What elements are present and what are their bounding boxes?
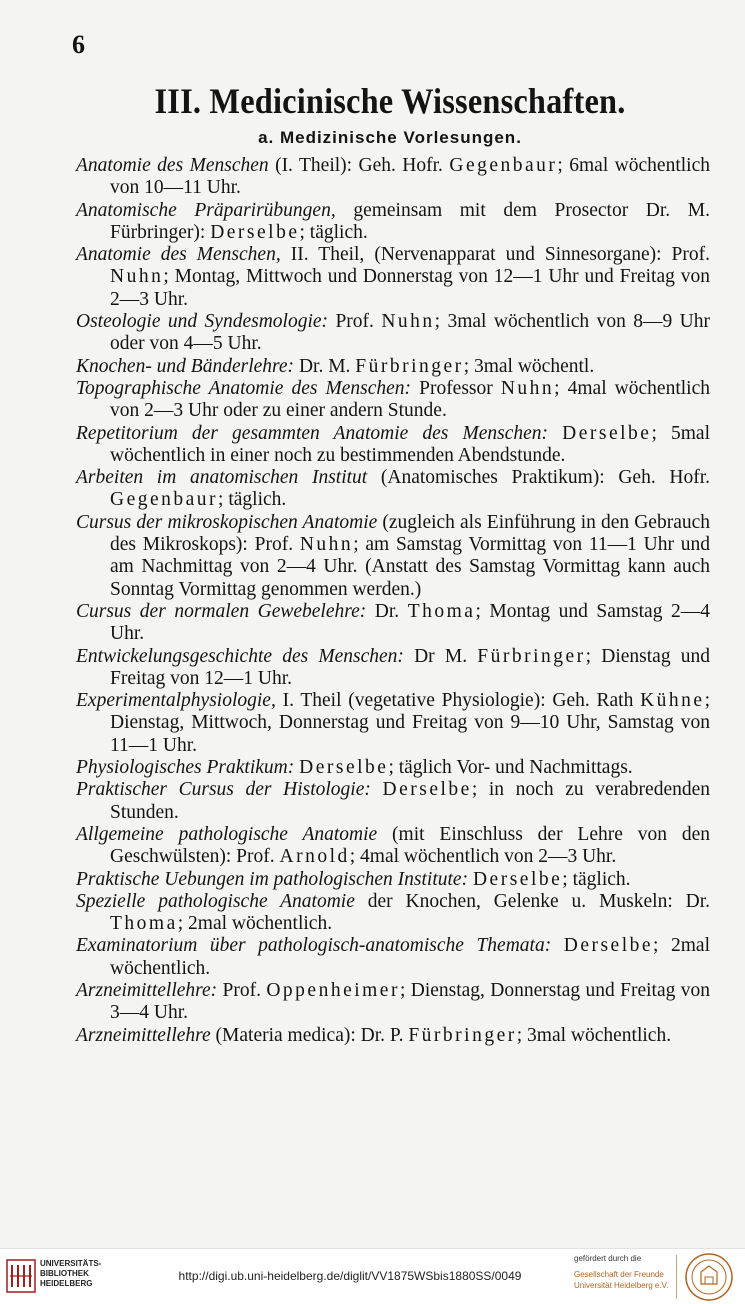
lecturer-name: Nuhn (381, 311, 435, 333)
lecture-details: ; 2mal wöchentlich. (177, 913, 333, 935)
lecturer-name: Fürbringer (477, 645, 586, 667)
library-line-1: UNIVERSITÄTS- (40, 1259, 102, 1268)
lecture-title: Anatomie des Menschen (76, 155, 269, 176)
lecture-details: (zugleich als Einführung in den Gebrauch des Mikroskops): Prof. (110, 511, 711, 556)
funder-name (574, 1269, 668, 1291)
lecture-details: ; am Samstag Vormittag von 11—1 Uhr und am Nachmittag von 2—4 Uhr. (Anstatt des Samstag Vormittag kann auch Sonntag Vormittag genommen werden.) (110, 534, 710, 600)
lecture-details: ; täglich Vor- und Nachmittags. (388, 757, 633, 779)
lecture-details: (I. Theil): Geh. Hofr. (268, 155, 450, 176)
lecture-entry (76, 356, 710, 378)
lecture-details (548, 423, 562, 444)
lecturer-name: Derselbe (382, 779, 472, 801)
library-line-2: BIBLIOTHEK (40, 1269, 89, 1278)
lecture-details: Prof. (217, 979, 267, 1001)
lecture-details: II. Theil, (Nervenapparat und Sinnesorgane): Prof. (280, 244, 711, 266)
lecture-details: der Knochen, Gelenke u. Muskeln: Dr. (354, 890, 710, 912)
lecture-title: Anatomie des Menschen, (76, 244, 281, 266)
permalink-url[interactable]: http://digi.ub.uni-heidelberg.de/diglit/VV1875WSbis1880SS/0049 (178, 1269, 522, 1283)
lecturer-name: Derselbe (563, 935, 654, 957)
lecture-title: Arzneimittellehre (76, 1024, 211, 1046)
lecture-entry (76, 200, 710, 245)
lecturer-name: Arnold (279, 846, 350, 868)
lecture-title: Cursus der mikroskopischen Anatomie (76, 511, 378, 533)
lecture-title: Allgemeine pathologische Anatomie (76, 823, 378, 845)
lecture-details: gemeinsam mit dem Prosector Dr. M. Fürbringer): (110, 199, 710, 243)
lecture-details (371, 779, 383, 800)
lecture-entry (76, 601, 710, 646)
lecturer-name: Derselbe (299, 757, 389, 779)
lecture-entry (76, 646, 710, 691)
lecture-details: ; 4mal wöchentlich von 2—3 Uhr. (349, 846, 617, 868)
lecture-details: Professor (411, 377, 501, 399)
lecture-details: ; 4mal wöchentlich von 2—3 Uhr oder zu einer andern Stunde. (110, 377, 710, 422)
lecture-entry (76, 690, 710, 757)
lecture-details: (Materia medica): Dr. P. (210, 1024, 409, 1046)
lecturer-name: Gegenbaur (110, 489, 219, 511)
lecture-details: ; 3mal wöchentlich von 8—9 Uhr oder von 4—5 Uhr. (110, 311, 710, 355)
lecture-details: ; 2mal wöchentlich. (110, 935, 710, 979)
lecture-title: Praktischer Cursus der Histologie: (76, 779, 371, 801)
lecture-title: Anatomische Präparirübungen, (76, 199, 336, 221)
lecture-entry (76, 869, 710, 891)
lecturer-name: Gegenbaur (449, 155, 558, 176)
lecture-entry (76, 891, 710, 936)
lecturer-name: Thoma (407, 600, 476, 622)
lecture-entry (76, 980, 710, 1025)
lecturer-name: Nuhn (500, 377, 555, 399)
lecture-entry (76, 935, 710, 980)
lecture-details: ; 3mal wöchentlich. (516, 1024, 672, 1046)
lecture-entry (76, 467, 710, 512)
library-name (40, 1259, 101, 1289)
lecture-details: ; Montag, Mittwoch und Donnerstag von 12—1 Uhr und Freitag von 2—3 Uhr. (110, 266, 710, 310)
funder-line-1: Gesellschaft der Freunde (574, 1270, 664, 1279)
lecture-list (76, 155, 710, 1047)
lecture-title: Repetitorium der gesammten Anatomie des Menschen: (76, 422, 549, 444)
library-line-3: HEIDELBERG (40, 1279, 93, 1288)
university-seal-icon (684, 1252, 734, 1302)
lecture-details: ; Dienstag, Donnerstag und Freitag von 3—4 Uhr. (110, 979, 710, 1024)
lecture-details: ; 6mal wöchentlich von 10—11 Uhr. (110, 155, 710, 199)
lecture-details: ; täglich. (299, 221, 368, 243)
lecture-title: Arbeiten im anatomischen Institut (76, 467, 368, 489)
lecture-entry (76, 779, 710, 824)
lecture-details: (mit Einschluss der Lehre von den Geschwülsten): Prof. (110, 823, 710, 868)
lecture-entry (76, 378, 710, 423)
lecture-details: ; in noch zu verabredenden Stunden. (110, 779, 711, 823)
lecture-details: ; täglich. (562, 868, 631, 890)
lecture-details (551, 935, 564, 956)
section-title: III. Medicinische Wissenschaften. (154, 81, 626, 121)
lecturer-name: Oppenheimer (266, 979, 400, 1001)
lecturer-name: Kühne (640, 690, 705, 712)
subsection-title: a. Medizinische Vorlesungen. (258, 128, 522, 147)
lecture-details: ; 3mal wöchentl. (463, 355, 595, 377)
lecture-entry (76, 824, 710, 869)
lecture-entry (76, 311, 710, 356)
lecture-details: ; Montag und Samstag 2—4 Uhr. (110, 600, 711, 645)
lecture-entry (76, 155, 710, 200)
footer-bar (0, 1248, 745, 1304)
lecture-details: Dr M. (403, 645, 478, 667)
ub-heidelberg-logo-icon (6, 1259, 36, 1293)
lecturer-name: Nuhn (110, 266, 164, 288)
lecture-entry (76, 423, 710, 468)
lecture-details: Dr. (366, 600, 408, 622)
lecturer-name: Derselbe (472, 868, 563, 890)
lecture-details: I. Theil (vegetative Physiologie): Geh. Rath (275, 690, 641, 712)
lecturer-name: Fürbringer (408, 1024, 517, 1046)
lecturer-name: Nuhn (299, 534, 354, 556)
lecture-details: Prof. (328, 311, 382, 333)
lecture-details: (Anatomisches Praktikum): Geh. Hofr. (367, 467, 710, 489)
lecture-details: ; Dienstag, Mittwoch, Donnerstag und Freitag von 9—10 Uhr, Samstag von 11—1 Uhr. (110, 690, 710, 756)
lecture-title: Cursus der normalen Gewebelehre: (76, 600, 367, 622)
page-number: 6 (72, 30, 85, 59)
lecturer-name: Derselbe (210, 221, 300, 243)
lecture-entry (76, 757, 710, 779)
funded-by-label: gefördert durch die (574, 1254, 642, 1263)
lecturer-name: Fürbringer (355, 355, 464, 377)
lecture-details: ; Dienstag und Freitag von 12—1 Uhr. (110, 645, 710, 689)
lecture-details: ; 5mal wöchentlich in einer noch zu bestimmenden Abendstunde. (110, 422, 710, 466)
lecturer-name: Thoma (110, 913, 178, 935)
lecture-title: Examinatorium über pathologisch-anatomische Themata: (76, 935, 552, 957)
footer-divider (676, 1255, 677, 1299)
lecture-entry (76, 1025, 710, 1047)
lecture-title: Praktische Uebungen im pathologischen Institute: (76, 868, 469, 890)
lecture-title: Entwickelungsgeschichte des Menschen: (76, 645, 404, 667)
lecture-details: Dr. M. (294, 355, 356, 377)
funder-line-2: Universität Heidelberg e.V. (574, 1281, 669, 1290)
lecture-title: Topographische Anatomie des Menschen: (76, 377, 412, 399)
lecture-title: Spezielle pathologische Anatomie (76, 890, 355, 912)
lecture-entry (76, 512, 710, 601)
lecture-title: Physiologisches Praktikum: (76, 757, 295, 779)
lecture-entry (76, 244, 710, 311)
lecturer-name: Derselbe (562, 422, 652, 444)
lecture-title: Osteologie und Syndesmologie: (76, 311, 329, 333)
lecture-details: ; täglich. (218, 489, 287, 511)
lecture-title: Arzneimittellehre: (76, 979, 218, 1001)
lecture-title: Knochen- und Bänderlehre: (76, 355, 295, 377)
lecture-title: Experimentalphysiologie, (76, 690, 276, 712)
